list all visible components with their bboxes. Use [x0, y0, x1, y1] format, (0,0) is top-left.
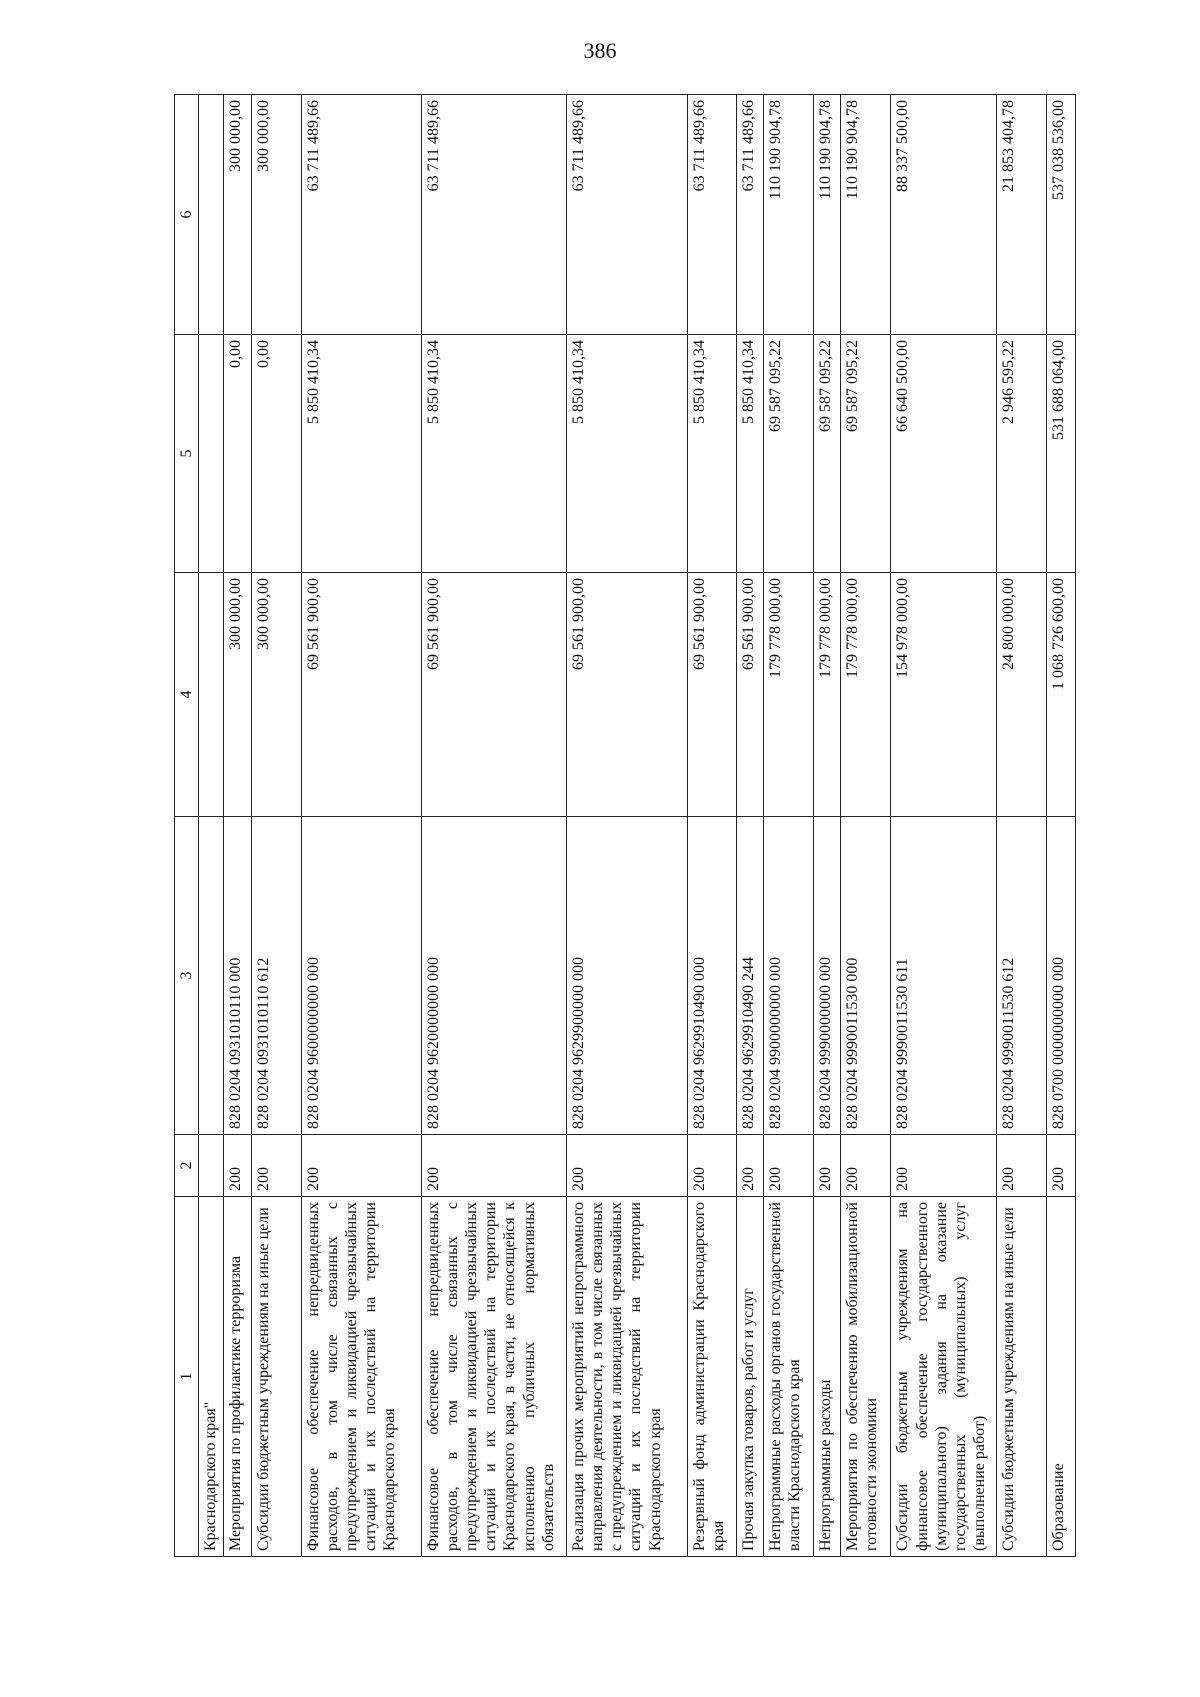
row-kbk [199, 817, 224, 1135]
table-row [301, 95, 421, 1557]
row-name: Непрограммные расходы [814, 1197, 841, 1557]
row-name: Субсидии бюджетным учреждениям на финансовое обеспечение государственного (муниципального) задания на оказание государственных (муниципальных) услуг (выполнение работ) [891, 1197, 996, 1557]
row-name: Резервный фонд администрации Краснодарского края [687, 1197, 736, 1557]
row-name: Субсидии бюджетным учреждениям на иные цели [251, 1197, 301, 1557]
row-col5: 66 640 500,00 [891, 335, 996, 573]
row-col5: 0,00 [251, 335, 301, 573]
row-col6: 21 853 404,78 [996, 95, 1046, 335]
row-col5: 5 850 410,34 [687, 335, 736, 573]
row-code: 200 [301, 1135, 421, 1197]
row-kbk: 828 0204 9629910490 000 [687, 817, 736, 1135]
row-code: 200 [736, 1135, 763, 1197]
row-kbk: 828 0204 9600000000 000 [301, 817, 421, 1135]
row-code: 200 [566, 1135, 687, 1197]
row-col5: 5 850 410,34 [301, 335, 421, 573]
row-col6: 110 190 904,78 [814, 95, 841, 335]
row-kbk: 828 0700 0000000000 000 [1046, 817, 1075, 1135]
table-row [996, 95, 1046, 1557]
row-col4: 300 000,00 [224, 573, 251, 817]
row-col4: 300 000,00 [251, 573, 301, 817]
row-col5 [199, 335, 224, 573]
row-col6: 63 711 489,66 [301, 95, 421, 335]
row-code: 200 [1046, 1135, 1075, 1197]
row-name: Образование [1046, 1197, 1075, 1557]
row-name: Краснодарского края" [199, 1197, 224, 1557]
row-col6 [199, 95, 224, 335]
row-kbk: 828 0204 9629910490 244 [736, 817, 763, 1135]
row-col4: 24 800 000,00 [996, 573, 1046, 817]
row-col6: 63 711 489,66 [421, 95, 566, 335]
header-col-5: 5 [175, 335, 199, 573]
table-body [199, 95, 1076, 1557]
row-code: 200 [841, 1135, 891, 1197]
row-col4: 69 561 900,00 [736, 573, 763, 817]
table-row [814, 95, 841, 1557]
row-col6: 300 000,00 [224, 95, 251, 335]
rotated-table-container [174, 95, 1076, 1557]
row-col6: 537 038 536,00 [1046, 95, 1075, 335]
row-kbk: 828 0204 9900000000 000 [764, 817, 814, 1135]
table-row [251, 95, 301, 1557]
row-kbk: 828 0204 0931010110 000 [224, 817, 251, 1135]
row-kbk: 828 0204 9620000000 000 [421, 817, 566, 1135]
row-kbk: 828 0204 0931010110 612 [251, 817, 301, 1135]
row-name: Реализация прочих мероприятий непрограммного направления деятельности, в том числе связанных с предупреждением и ликвидацией чрезвычайных ситуаций и их последствий на территории Краснодарского края [566, 1197, 687, 1557]
row-col5: 531 688 064,00 [1046, 335, 1075, 573]
row-code: 200 [891, 1135, 996, 1197]
budget-table [174, 94, 1076, 1557]
row-col6: 63 711 489,66 [687, 95, 736, 335]
row-kbk: 828 0204 9990011530 612 [996, 817, 1046, 1135]
row-code: 200 [421, 1135, 566, 1197]
row-code: 200 [996, 1135, 1046, 1197]
header-col-3: 3 [175, 817, 199, 1135]
row-kbk: 828 0204 9990011530 000 [841, 817, 891, 1135]
row-code: 200 [687, 1135, 736, 1197]
row-col5: 0,00 [224, 335, 251, 573]
row-col5: 5 850 410,34 [566, 335, 687, 573]
header-col-6: 6 [175, 95, 199, 335]
row-col4: 154 978 000,00 [891, 573, 996, 817]
table-row [841, 95, 891, 1557]
row-col4: 179 778 000,00 [841, 573, 891, 817]
row-name: Финансовое обеспечение непредвиденных расходов, в том числе связанных с предупреждением и ликвидацией чрезвычайных ситуаций и их последствий на территории Краснодарского края [301, 1197, 421, 1557]
row-code: 200 [251, 1135, 301, 1197]
row-code: 200 [814, 1135, 841, 1197]
row-col4: 69 561 900,00 [421, 573, 566, 817]
row-code [199, 1135, 224, 1197]
table-row [224, 95, 251, 1557]
row-col4: 179 778 000,00 [764, 573, 814, 817]
row-col4: 179 778 000,00 [814, 573, 841, 817]
table-row [1046, 95, 1075, 1557]
row-name: Мероприятия по профилактике терроризма [224, 1197, 251, 1557]
header-col-4: 4 [175, 573, 199, 817]
row-col6: 300 000,00 [251, 95, 301, 335]
table-row [687, 95, 736, 1557]
row-kbk: 828 0204 9990000000 000 [814, 817, 841, 1135]
row-col4: 69 561 900,00 [566, 573, 687, 817]
row-name: Мероприятия по обеспечению мобилизационной готовности экономики [841, 1197, 891, 1557]
row-col6: 110 190 904,78 [764, 95, 814, 335]
row-col5: 5 850 410,34 [736, 335, 763, 573]
row-kbk: 828 0204 9629900000 000 [566, 817, 687, 1135]
table-row [566, 95, 687, 1557]
table-row [764, 95, 814, 1557]
row-col5: 2 946 595,22 [996, 335, 1046, 573]
row-name: Непрограммные расходы органов государственной власти Краснодарского края [764, 1197, 814, 1557]
row-col5: 69 587 095,22 [841, 335, 891, 573]
row-name: Субсидии бюджетным учреждениям на иные цели [996, 1197, 1046, 1557]
row-col5: 5 850 410,34 [421, 335, 566, 573]
row-name: Финансовое обеспечение непредвиденных расходов, в том числе связанных с предупреждением и ликвидацией чрезвычайных ситуаций и их последствий на территории Краснодарского края, в части, не относящейся к исполнению публичных нормативных обязательств [421, 1197, 566, 1557]
row-kbk: 828 0204 9990011530 611 [891, 817, 996, 1135]
table-row [421, 95, 566, 1557]
row-col4: 69 561 900,00 [687, 573, 736, 817]
row-col5: 69 587 095,22 [814, 335, 841, 573]
header-col-1: 1 [175, 1197, 199, 1557]
row-col4: 69 561 900,00 [301, 573, 421, 817]
row-col4 [199, 573, 224, 817]
table-row [736, 95, 763, 1557]
row-code: 200 [764, 1135, 814, 1197]
row-col5: 69 587 095,22 [764, 335, 814, 573]
row-name: Прочая закупка товаров, работ и услуг [736, 1197, 763, 1557]
header-row [175, 95, 199, 1557]
table-row [199, 95, 224, 1557]
row-col6: 63 711 489,66 [566, 95, 687, 335]
row-code: 200 [224, 1135, 251, 1197]
row-col4: 1 068 726 600,00 [1046, 573, 1075, 817]
row-col6: 88 337 500,00 [891, 95, 996, 335]
table-row [891, 95, 996, 1557]
page-number: 386 [583, 38, 617, 63]
row-col6: 63 711 489,66 [736, 95, 763, 335]
row-col6: 110 190 904,78 [841, 95, 891, 335]
header-col-2: 2 [175, 1135, 199, 1197]
